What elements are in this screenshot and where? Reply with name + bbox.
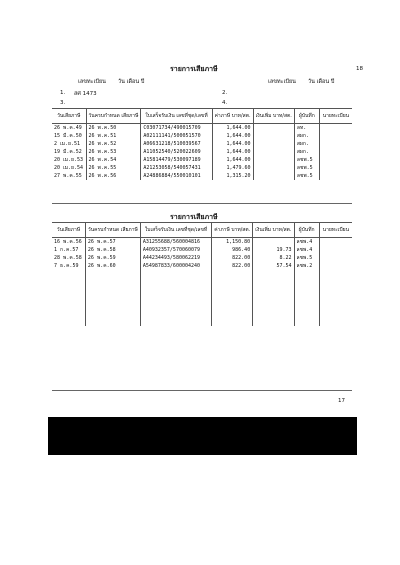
table-row <box>52 148 352 156</box>
col-surcharge: เงินเพิ่ม บาท/สต. <box>253 109 294 124</box>
bottom-rule <box>52 390 352 391</box>
date-label-left: วัน เดือน ปี <box>118 79 145 85</box>
col-receipt: ใบเสร็จรับเงิน เลขที่ชุด/เลขที่ <box>140 223 211 238</box>
cell-tax: 1,315.20 <box>212 172 253 180</box>
cell-registrar <box>319 238 352 247</box>
cell-paid: 26 พ.ค.49 <box>54 125 82 131</box>
table-row <box>52 238 352 247</box>
cell-due: 26 พ.ค.58 <box>85 246 140 254</box>
cell-registrar <box>319 140 352 148</box>
table-row-empty <box>52 278 352 286</box>
cell-receipt: A21253058/540057431 <box>141 164 212 172</box>
section-title: รายการเสียภาษี <box>170 65 218 73</box>
page-number-bottom: 17 <box>338 398 345 404</box>
table-row <box>52 246 352 254</box>
cell-registrar <box>319 156 352 164</box>
col-due: วันครบกำหนด เสียภาษี <box>86 109 141 124</box>
cell-registrar <box>319 124 352 133</box>
table-row <box>52 132 352 140</box>
cell-due: 26 พ.ค.60 <box>85 262 140 270</box>
table-row-empty <box>52 302 352 310</box>
cell-receipt: A15814479/530097189 <box>141 156 212 164</box>
reg-no-1: 1. <box>60 90 66 96</box>
cell-registrar <box>319 254 352 262</box>
cell-paid: 7 ธ.ค.59 <box>54 263 79 269</box>
cell-recorder: สผก. <box>294 132 319 140</box>
col-registrar: นายทะเบียน <box>319 223 352 238</box>
cell-due: 26 พ.ค.51 <box>86 132 141 140</box>
cell-paid: 28 พ.ค.58 <box>54 255 82 261</box>
redaction-block <box>48 417 357 455</box>
reg-no-2: 2. <box>222 90 228 96</box>
cell-paid: 19 มี.ค.52 <box>54 149 82 155</box>
col-surcharge: เงินเพิ่ม บาท/สต. <box>253 223 294 238</box>
table-row-empty <box>52 270 352 278</box>
cell-surcharge: 8.22 <box>253 254 294 262</box>
cell-registrar <box>319 148 352 156</box>
cell-due: 26 พ.ค.59 <box>85 254 140 262</box>
col-registrar: นายทะเบียน <box>319 109 352 124</box>
cell-tax: 822.00 <box>212 262 253 270</box>
cell-paid: 1 ก.ค.57 <box>54 247 79 253</box>
cell-tax: 1,150.80 <box>212 238 253 247</box>
cell-due: 26 พ.ค.52 <box>86 140 141 148</box>
cell-tax: 1,644.00 <box>212 140 253 148</box>
cell-recorder: ลชพ.5 <box>294 172 319 180</box>
col-paid: วันเสียภาษี <box>52 109 86 124</box>
cell-receipt: A02111141/500051570 <box>141 132 212 140</box>
tax-table-1 <box>52 108 352 180</box>
table-row <box>52 124 352 133</box>
plate-label-left: เลขทะเบียน <box>78 79 106 85</box>
cell-recorder: ลชพ.2 <box>294 262 319 270</box>
cell-surcharge <box>253 132 294 140</box>
cell-receipt: A06631218/510039567 <box>141 140 212 148</box>
cell-recorder: ลชพ.4 <box>294 238 319 247</box>
table-header-row <box>52 109 352 124</box>
cell-surcharge: 19.73 <box>253 246 294 254</box>
cell-paid: 2 เม.ย.51 <box>54 141 80 147</box>
cell-tax: 986.40 <box>212 246 253 254</box>
table-row-empty <box>52 310 352 318</box>
cell-recorder: ลชพ.5 <box>294 254 319 262</box>
cell-due: 26 พ.ค.55 <box>86 164 141 172</box>
cell-surcharge <box>253 172 294 180</box>
cell-due: 26 พ.ค.57 <box>85 238 140 247</box>
cell-surcharge: 57.54 <box>253 262 294 270</box>
cell-due: 26 พ.ค.53 <box>86 148 141 156</box>
table-header-row <box>52 223 352 238</box>
cell-due: 26 พ.ค.54 <box>86 156 141 164</box>
cell-due: 26 พ.ค.56 <box>86 172 141 180</box>
cell-recorder: ลชพ.5 <box>294 164 319 172</box>
cell-paid: 20 เม.ย.54 <box>54 165 84 171</box>
cell-paid: 15 มี.ค.50 <box>54 133 82 139</box>
cell-surcharge <box>253 148 294 156</box>
cell-receipt: A31255688/560004816 <box>140 238 211 247</box>
table-row <box>52 262 352 270</box>
cell-registrar <box>319 172 352 180</box>
cell-registrar <box>319 132 352 140</box>
cell-surcharge <box>253 238 294 247</box>
col-recorder: ผู้บันทึก <box>294 223 319 238</box>
section-title-2: รายการเสียภาษี <box>170 213 218 221</box>
cell-tax: 1,644.00 <box>212 124 253 133</box>
col-receipt: ใบเสร็จรับเงิน เลขที่ชุด/เลขที่ <box>141 109 212 124</box>
col-tax: ค่าภาษี บาท/สต. <box>212 223 253 238</box>
cell-surcharge <box>253 156 294 164</box>
cell-recorder: สผก. <box>294 140 319 148</box>
col-due: วันครบกำหนด เสียภาษี <box>85 223 140 238</box>
cell-receipt: A44234493/580062219 <box>140 254 211 262</box>
tax-table-2 <box>52 222 352 326</box>
table-row <box>52 164 352 172</box>
cell-receipt: C03071734/490015709 <box>141 124 212 133</box>
table-row-empty <box>52 294 352 302</box>
cell-due: 26 พ.ค.50 <box>86 124 141 133</box>
cell-surcharge <box>253 164 294 172</box>
cell-recorder: สผก. <box>294 148 319 156</box>
col-paid: วันเสียภาษี <box>52 223 85 238</box>
cell-recorder: ลท. <box>294 124 319 133</box>
cell-tax: 1,644.00 <box>212 156 253 164</box>
date-label-right: วัน เดือน ปี <box>308 79 335 85</box>
table-row-empty <box>52 318 352 326</box>
cell-paid: 16 พ.ค.56 <box>54 239 82 245</box>
cell-surcharge <box>253 140 294 148</box>
table-row <box>52 254 352 262</box>
divider <box>52 203 352 204</box>
col-recorder: ผู้บันทึก <box>294 109 319 124</box>
cell-surcharge <box>253 124 294 133</box>
cell-registrar <box>319 262 352 270</box>
table-row <box>52 172 352 180</box>
cell-tax: 1,479.60 <box>212 164 253 172</box>
reg-no-4: 4. <box>222 100 228 106</box>
cell-receipt: A40932357/570060079 <box>140 246 211 254</box>
cell-receipt: A24886884/550010101 <box>141 172 212 180</box>
cell-tax: 1,644.00 <box>212 132 253 140</box>
cell-paid: 20 เม.ย.53 <box>54 157 84 163</box>
cell-recorder: ลชพ.4 <box>294 246 319 254</box>
cell-receipt: A11052540/520022609 <box>141 148 212 156</box>
table-row <box>52 140 352 148</box>
cell-registrar <box>319 246 352 254</box>
col-tax: ค่าภาษี บาท/สต. <box>212 109 253 124</box>
cell-receipt: A54987833/600004240 <box>140 262 211 270</box>
page-number: 18 <box>356 66 363 72</box>
reg-value-1: สศ 1473 <box>74 91 97 97</box>
table-row-empty <box>52 286 352 294</box>
reg-no-3: 3. <box>60 100 66 106</box>
cell-tax: 1,644.00 <box>212 148 253 156</box>
plate-label-right: เลขทะเบียน <box>268 79 296 85</box>
table-row <box>52 156 352 164</box>
cell-paid: 27 พ.ค.55 <box>54 173 82 179</box>
cell-tax: 822.00 <box>212 254 253 262</box>
cell-recorder: ลชพ.5 <box>294 156 319 164</box>
cell-registrar <box>319 164 352 172</box>
